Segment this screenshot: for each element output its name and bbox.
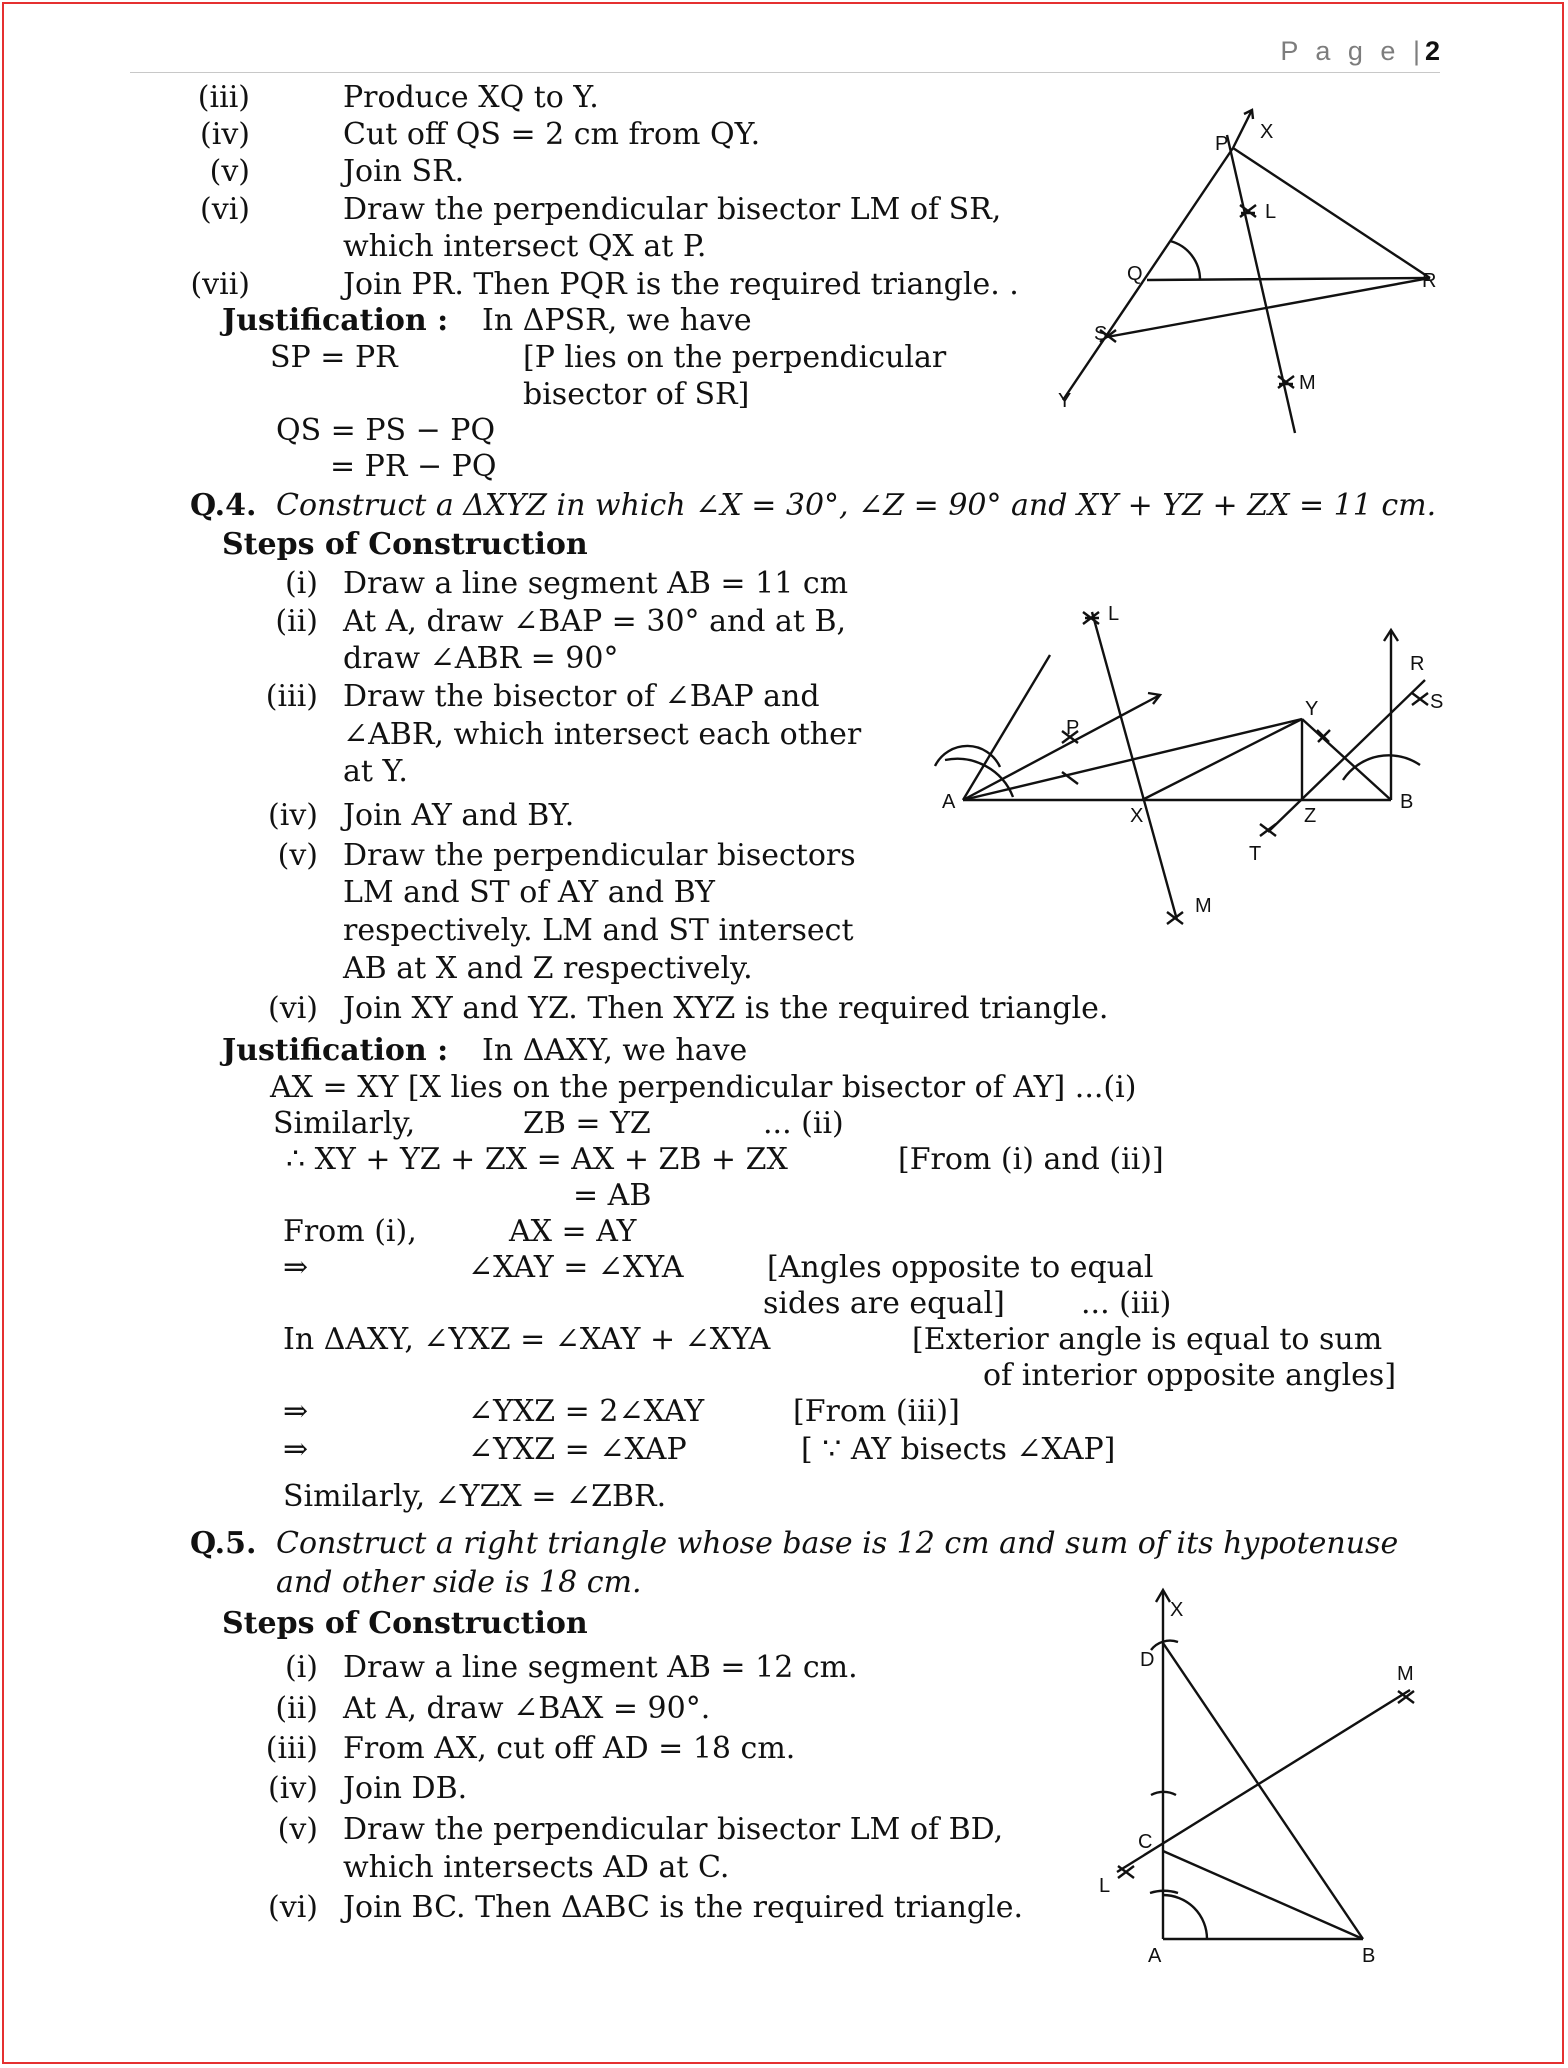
q4-number: Q.4. — [190, 488, 257, 523]
q3-step-num: (vii) — [190, 267, 250, 302]
label-s: S — [1094, 323, 1108, 345]
q4-justification-label: Justification : — [222, 1033, 449, 1068]
q4-proof-line: ∴ XY + YZ + ZX = AX + ZB + ZX — [286, 1142, 788, 1177]
q4-step-text: AB at X and Z respectively. — [343, 951, 753, 986]
q5-step-num: (iv) — [268, 1771, 318, 1806]
q4-steps-heading: Steps of Construction — [222, 527, 588, 562]
q3-justification-line: QS = PS − PQ — [276, 413, 496, 448]
q5-step-num: (v) — [277, 1812, 318, 1847]
q5-number: Q.5. — [190, 1526, 257, 1561]
label-r: R — [1410, 653, 1425, 675]
q4-proof-line: AX = AY — [509, 1214, 637, 1249]
q5-step-text: At A, draw ∠BAX = 90°. — [343, 1691, 711, 1726]
q4-proof-line: ∠YXZ = 2∠XAY — [468, 1394, 705, 1429]
q4-step-num: (iv) — [268, 798, 318, 833]
q3-justification-line: = PR − PQ — [330, 449, 497, 484]
label-c: C — [1138, 1831, 1153, 1853]
q5-question: and other side is 18 cm. — [276, 1565, 642, 1600]
q4-proof-line: ⇒ — [283, 1432, 309, 1467]
label-d: D — [1140, 1649, 1155, 1671]
q4-proof-line: [Exterior angle is equal to sum — [912, 1322, 1383, 1357]
q3-justification-line: [P lies on the perpendicular — [523, 340, 947, 375]
page-number: 2 — [1424, 36, 1440, 66]
label-m: M — [1299, 372, 1316, 394]
label-b: B — [1362, 1945, 1376, 1967]
q4-proof-line: ∠YXZ = ∠XAP — [468, 1432, 687, 1467]
q4-step-num: (v) — [277, 838, 318, 873]
page-separator: | — [1412, 36, 1425, 66]
q5-step-num: (iii) — [265, 1731, 318, 1766]
q4-proof-line: [Angles opposite to equal — [767, 1250, 1154, 1285]
q4-proof-line: AX = XY [X lies on the perpendicular bisector of AY] ...(i) — [270, 1070, 1137, 1105]
label-y: Y — [1305, 698, 1319, 720]
q4-step-text: LM and ST of AY and BY — [343, 875, 715, 910]
q3-step-text: Produce XQ to Y. — [343, 80, 599, 115]
q5-step-text: Join BC. Then ΔABC is the required triangle. — [343, 1890, 1023, 1925]
q4-proof-line: Similarly, — [273, 1106, 416, 1141]
label-y: Y — [1058, 390, 1072, 412]
q4-proof-line: [From (i) and (ii)] — [898, 1142, 1164, 1177]
label-x: X — [1130, 805, 1144, 827]
label-q: Q — [1127, 263, 1143, 285]
q4-step-num: (iii) — [265, 679, 318, 714]
label-s: S — [1430, 691, 1444, 713]
q5-step-text: From AX, cut off AD = 18 cm. — [343, 1731, 796, 1766]
label-t: T — [1249, 843, 1262, 865]
q4-proof-line: ⇒ — [283, 1394, 309, 1429]
q4-proof-line: From (i), — [283, 1214, 417, 1249]
q3-step-text: Cut off QS = 2 cm from QY. — [343, 117, 761, 152]
q3-step-text: Join PR. Then PQR is the required triangle. . — [343, 267, 1019, 302]
label-l: L — [1108, 603, 1120, 625]
q4-proof-line: ... (ii) — [763, 1106, 844, 1141]
label-x: X — [1260, 121, 1274, 143]
q4-step-num: (i) — [284, 566, 318, 601]
q4-proof-line: ⇒ — [283, 1250, 309, 1285]
q4-proof-line: In ΔAXY, ∠YXZ = ∠XAY + ∠XYA — [283, 1322, 771, 1357]
q4-step-text: Join XY and YZ. Then XYZ is the required triangle. — [343, 991, 1109, 1026]
label-p: P — [1215, 133, 1229, 155]
q3-justification-label: Justification : — [222, 303, 449, 338]
label-m: M — [1397, 1663, 1414, 1685]
q5-step-text: Join DB. — [343, 1771, 468, 1806]
label-a: A — [942, 791, 956, 813]
label-r: R — [1422, 270, 1437, 292]
q4-proof-line: [From (iii)] — [793, 1394, 960, 1429]
q3-step-num: (iv) — [200, 117, 250, 152]
q3-justification-line: SP = PR — [270, 340, 398, 375]
q4-proof-line: of interior opposite angles] — [983, 1358, 1397, 1393]
label-l: L — [1265, 201, 1277, 223]
q5-step-num: (i) — [284, 1650, 318, 1685]
page-word: P a g e — [1280, 36, 1401, 66]
q4-step-text: Draw the bisector of ∠BAP and — [343, 679, 820, 714]
label-b: B — [1400, 791, 1414, 813]
label-m: M — [1195, 895, 1212, 917]
q4-step-text: respectively. LM and ST intersect — [343, 913, 854, 948]
q5-step-num: (ii) — [275, 1691, 318, 1726]
q5-steps-heading: Steps of Construction — [222, 1606, 588, 1641]
q3-step-num: (iii) — [197, 80, 250, 115]
q3-step-text: Draw the perpendicular bisector LM of SR, — [343, 192, 1002, 227]
q3-step-num: (vi) — [200, 192, 250, 227]
arc-right-angle — [1163, 1895, 1207, 1939]
q4-step-num: (ii) — [275, 604, 318, 639]
q3-step-text: Join SR. — [343, 154, 465, 189]
q4-proof-line: sides are equal] — [763, 1286, 1005, 1321]
q4-question: Construct a ΔXYZ in which ∠X = 30°, ∠Z = 90° and XY + YZ + ZX = 11 cm. — [276, 488, 1437, 523]
q4-proof-line: ... (iii) — [1081, 1286, 1172, 1321]
label-z: Z — [1304, 805, 1317, 827]
label-l: L — [1099, 1875, 1111, 1897]
q3-justification-text: In ΔPSR, we have — [482, 303, 752, 338]
label-x: X — [1170, 1599, 1184, 1621]
q4-step-text: At A, draw ∠BAP = 30° and at B, — [343, 604, 847, 639]
q4-proof-line: Similarly, ∠YZX = ∠ZBR. — [283, 1479, 667, 1514]
q4-step-text: ∠ABR, which intersect each other — [343, 717, 862, 752]
q5-step-text: which intersects AD at C. — [343, 1850, 730, 1885]
q4-proof-line: [ ∵ AY bisects ∠XAP] — [801, 1432, 1116, 1467]
q3-step-text: which intersect QX at P. — [343, 229, 707, 264]
q4-step-text: Draw the perpendicular bisectors — [343, 838, 856, 873]
q4-step-text: draw ∠ABR = 90° — [343, 641, 619, 676]
q4-step-text: Join AY and BY. — [343, 798, 575, 833]
q4-proof-line: ∠XAY = ∠XYA — [468, 1250, 684, 1285]
q5-step-text: Draw a line segment AB = 12 cm. — [343, 1650, 858, 1685]
label-a: A — [1148, 1945, 1162, 1967]
q4-proof-line: = AB — [573, 1178, 652, 1213]
q5-question: Construct a right triangle whose base is 12 cm and sum of its hypotenuse — [276, 1526, 1399, 1561]
label-p: P — [1066, 717, 1080, 739]
q4-step-num: (vi) — [268, 991, 318, 1026]
q4-step-text: at Y. — [343, 754, 408, 789]
q5-step-text: Draw the perpendicular bisector LM of BD, — [343, 1812, 1004, 1847]
line-lm — [1117, 1690, 1410, 1872]
q3-justification-line: bisector of SR] — [523, 377, 750, 412]
q4-step-text: Draw a line segment AB = 11 cm — [343, 566, 849, 601]
q3-step-num: (v) — [209, 154, 250, 189]
q5-step-num: (vi) — [268, 1890, 318, 1925]
q4-justification-text: In ΔAXY, we have — [482, 1033, 748, 1068]
q4-proof-line: ZB = YZ — [523, 1106, 651, 1141]
